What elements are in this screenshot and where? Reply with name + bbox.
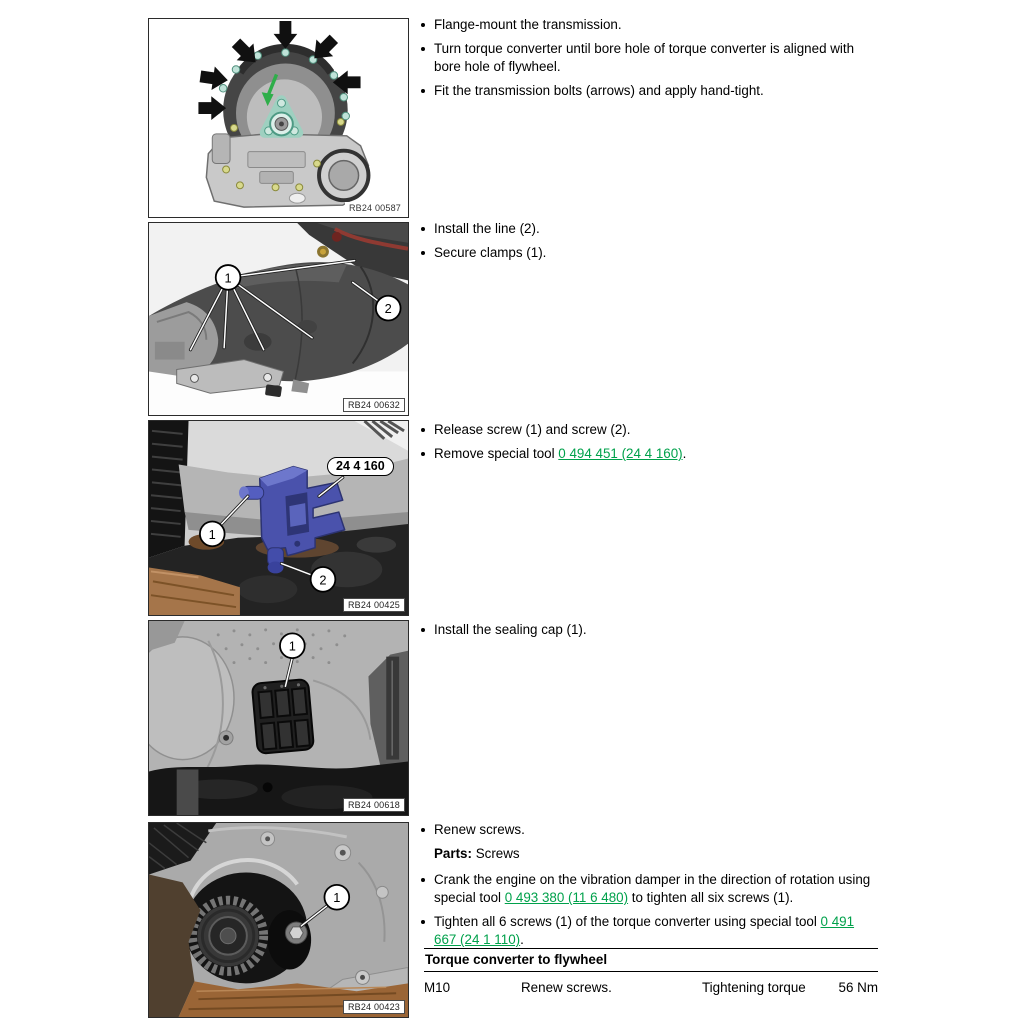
figure-ref-label: RB24 00587 bbox=[345, 202, 405, 214]
torque-table bbox=[424, 948, 878, 996]
callout-1 bbox=[280, 633, 305, 658]
svg-text:1: 1 bbox=[208, 526, 216, 542]
bullet-item bbox=[420, 40, 878, 76]
special-tool-link-11-6-480[interactable]: 0 493 380 (11 6 480) bbox=[504, 890, 629, 905]
bullet-item bbox=[420, 244, 878, 262]
instruction-text: Flange-mount the transmission. bbox=[434, 17, 622, 32]
special-tool-link-24-1-110[interactable]: 0 491 667 (24 1 110) bbox=[434, 914, 855, 947]
svg-text:1: 1 bbox=[224, 270, 232, 286]
bullet-dot bbox=[421, 23, 425, 27]
figure-line-clamps bbox=[148, 222, 409, 416]
special-tool-number-badge: 24 4 160 bbox=[327, 457, 394, 476]
instruction-text: Turn torque converter until bore hole of torque converter is aligned with bore hole of flywheel. bbox=[434, 41, 855, 74]
special-tool-link-24-4-160[interactable]: 0 494 451 (24 4 160) bbox=[558, 446, 683, 461]
bullet-dot bbox=[421, 251, 425, 255]
bullet-item bbox=[420, 421, 878, 439]
parts-value: Screws bbox=[471, 846, 520, 861]
bullet-dot bbox=[421, 47, 425, 51]
svg-text:1: 1 bbox=[288, 638, 296, 654]
callout-1 bbox=[324, 885, 349, 910]
bullet-item bbox=[420, 220, 878, 238]
instruction-text: . bbox=[682, 446, 687, 461]
sealing-cap bbox=[252, 679, 314, 754]
instructions-sealing-cap bbox=[420, 621, 878, 645]
callout-2 bbox=[311, 567, 336, 592]
instruction-text: Install the line (2). bbox=[434, 221, 540, 236]
instruction-text: to tighten all six screws (1). bbox=[628, 890, 794, 905]
callout-2 bbox=[376, 296, 401, 321]
bullet-dot bbox=[421, 628, 425, 632]
callout-1 bbox=[200, 521, 225, 546]
figure-ref-label: RB24 00423 bbox=[343, 1000, 405, 1014]
instructions-release-screws bbox=[420, 421, 878, 469]
bullet-item bbox=[420, 871, 878, 907]
instruction-text: Renew screws. bbox=[434, 822, 525, 837]
instruction-text: Fit the transmission bolts (arrows) and apply hand-tight. bbox=[434, 83, 764, 98]
bullet-item bbox=[420, 445, 878, 463]
callout-1 bbox=[216, 265, 241, 290]
transmission-line-photo bbox=[149, 223, 408, 415]
instruction-text: Tighten all 6 screws (1) of the torque converter using special tool bbox=[434, 914, 821, 929]
torque-converter-photo bbox=[149, 823, 408, 1017]
bullet-dot bbox=[421, 428, 425, 432]
parts-line bbox=[434, 845, 878, 863]
figure-ref-label: RB24 00618 bbox=[343, 798, 405, 812]
thread-size-cell: M10 bbox=[424, 980, 451, 995]
svg-text:2: 2 bbox=[319, 572, 327, 588]
svg-text:1: 1 bbox=[333, 890, 341, 906]
instruction-text: Release screw (1) and screw (2). bbox=[434, 422, 631, 437]
instructions-flange-mount bbox=[420, 16, 878, 106]
bullet-item bbox=[420, 82, 878, 100]
figure-torque-converter bbox=[148, 822, 409, 1018]
figure-ref-label: RB24 00632 bbox=[343, 398, 405, 412]
bullet-dot bbox=[421, 878, 425, 882]
parts-label: Parts: bbox=[434, 846, 472, 861]
sealing-cap-photo bbox=[149, 621, 408, 815]
instructions-line-clamps bbox=[420, 220, 878, 268]
figure-flange-mount bbox=[148, 18, 409, 218]
bullet-item bbox=[420, 821, 878, 839]
figure-sealing-cap bbox=[148, 620, 409, 816]
transmission-flange-illustration bbox=[149, 19, 408, 217]
bullet-dot bbox=[421, 227, 425, 231]
torque-value-cell: 56 Nm bbox=[838, 980, 878, 995]
bullet-dot bbox=[421, 920, 425, 924]
instruction-text: Secure clamps (1). bbox=[434, 245, 547, 260]
note-cell: Renew screws. bbox=[521, 980, 612, 995]
instructions-renew-screws bbox=[420, 821, 878, 955]
instruction-text: . bbox=[520, 932, 524, 947]
instruction-text: Remove special tool bbox=[434, 446, 559, 461]
bullet-item bbox=[420, 16, 878, 34]
table-row bbox=[424, 972, 878, 996]
torque-label-cell: Tightening torque bbox=[702, 980, 806, 995]
instruction-text: Crank the engine on the vibration damper in the direction of rotation using special tool bbox=[434, 872, 871, 905]
figure-special-tool bbox=[148, 420, 409, 616]
bullet-item bbox=[420, 913, 878, 949]
special-tool-photo bbox=[149, 421, 408, 615]
instruction-text: Install the sealing cap (1). bbox=[434, 622, 587, 637]
bullet-dot bbox=[421, 828, 425, 832]
bullet-item bbox=[420, 621, 878, 639]
figure-ref-label: RB24 00425 bbox=[343, 598, 405, 612]
bullet-dot bbox=[421, 452, 425, 456]
bullet-dot bbox=[421, 89, 425, 93]
torque-table-title: Torque converter to flywheel bbox=[424, 948, 878, 972]
svg-text:2: 2 bbox=[384, 301, 392, 317]
